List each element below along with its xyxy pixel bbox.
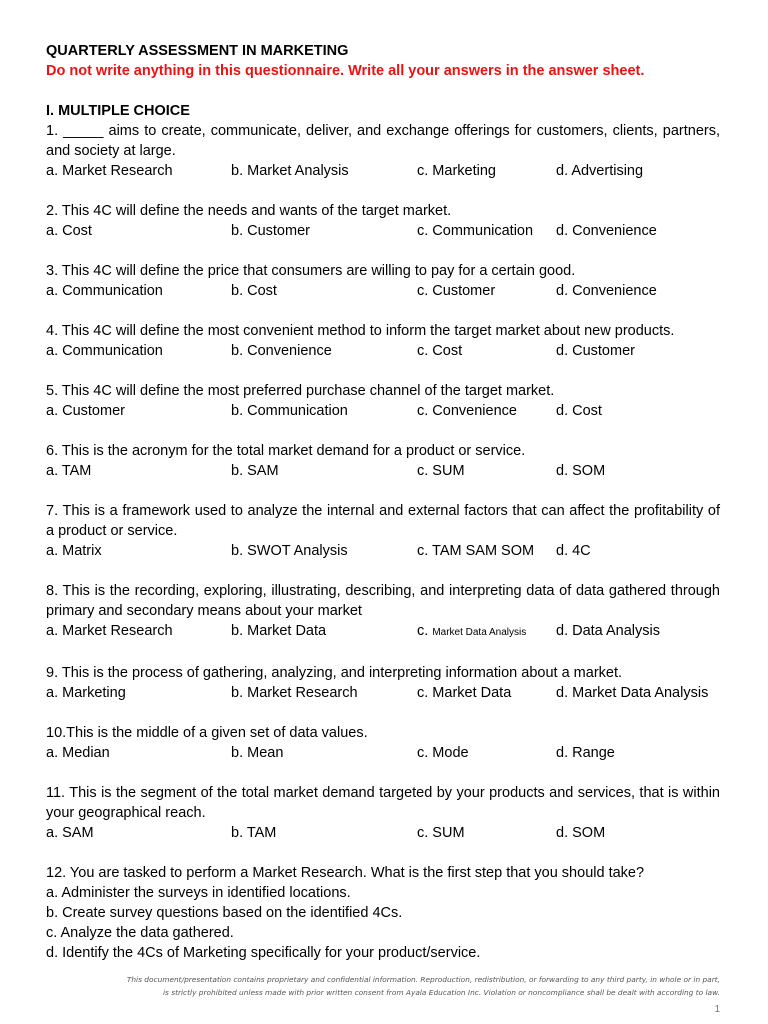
- answer-options: [46, 683, 720, 703]
- option-b: b. Communication: [231, 403, 348, 419]
- question-stem: 5. This 4C will define the most preferred purchase channel of the target market.: [46, 383, 555, 399]
- option-a: a. Median: [46, 745, 110, 761]
- option-d: d. Advertising: [556, 163, 644, 179]
- option-a: a. SAM: [46, 825, 94, 841]
- page-number: 1: [714, 1004, 720, 1015]
- option-b: b. Market Data: [231, 623, 327, 639]
- answer-options: [46, 161, 720, 181]
- option-b: b. Customer: [231, 223, 310, 239]
- option-a: a. Matrix: [46, 543, 102, 559]
- question-6: [46, 441, 720, 481]
- option-d: d. Cost: [556, 403, 602, 419]
- option-d: d. Convenience: [556, 223, 657, 239]
- option-b: b. Mean: [231, 745, 284, 761]
- section-heading: I. MULTIPLE CHOICE: [46, 103, 190, 119]
- question-3: [46, 261, 720, 301]
- option-b: b. Convenience: [231, 343, 332, 359]
- answer-options: [46, 743, 720, 763]
- option-b: b. TAM: [231, 825, 277, 841]
- answer-options: [46, 621, 720, 643]
- question-stem: 6. This is the acronym for the total market demand for a product or service.: [46, 443, 526, 459]
- option-d: d. Data Analysis: [556, 623, 660, 639]
- option-c: c. Mode: [417, 745, 469, 761]
- question-stem: 2. This 4C will define the needs and wants of the target market.: [46, 203, 452, 219]
- question-stem: 12. You are tasked to perform a Market Research. What is the first step that you should take?: [46, 865, 645, 881]
- option-b: b. Market Research: [231, 685, 358, 701]
- question-stem: 11. This is the segment of the total market demand targeted by your products and services, that is within your geographical reach.: [46, 785, 720, 821]
- option-d: d. Identify the 4Cs of Marketing specifically for your product/service.: [46, 945, 481, 961]
- option-c: c. Marketing: [417, 163, 496, 179]
- option-a: a. Marketing: [46, 685, 126, 701]
- question-8: [46, 581, 720, 643]
- option-d: d. Customer: [556, 343, 635, 359]
- option-b: b. Create survey questions based on the identified 4Cs.: [46, 905, 403, 921]
- option-a: a. TAM: [46, 463, 92, 479]
- option-d: d. SOM: [556, 463, 606, 479]
- option-a: a. Market Research: [46, 623, 173, 639]
- option-a: a. Cost: [46, 223, 92, 239]
- option-b: b. SAM: [231, 463, 279, 479]
- option-c: c. TAM SAM SOM: [417, 543, 535, 559]
- answer-options: [46, 823, 720, 843]
- notice-line-1: This document/presentation contains proprietary and confidential information. Reproduction, redistribution, or forwarding to any third party, in whole or in part,: [126, 975, 720, 984]
- option-a: a. Communication: [46, 343, 163, 359]
- option-b: b. SWOT Analysis: [231, 543, 348, 559]
- option-d: d. SOM: [556, 825, 606, 841]
- question-10: [46, 723, 720, 763]
- option-c: c. Cost: [417, 343, 463, 359]
- answer-options: [46, 541, 720, 561]
- question-stem: 7. This is a framework used to analyze the internal and external factors that can affect the profitability of a product or service.: [46, 503, 720, 539]
- question-12: [46, 863, 720, 963]
- option-a: a. Customer: [46, 403, 125, 419]
- question-stem: 9. This is the process of gathering, analyzing, and interpreting information about a market.: [46, 665, 623, 681]
- option-b: b. Cost: [231, 283, 277, 299]
- questionnaire-page: [46, 41, 720, 983]
- question-stem: 1. _____ aims to create, communicate, deliver, and exchange offerings for customers, clients, partners, and society at large.: [46, 123, 720, 159]
- answer-options: [46, 401, 720, 421]
- option-c: [417, 621, 556, 643]
- answer-options: [46, 461, 720, 481]
- option-c: c. Analyze the data gathered.: [46, 925, 234, 941]
- option-a: a. Market Research: [46, 163, 173, 179]
- question-4: [46, 321, 720, 361]
- option-c: c. Market Data: [417, 685, 512, 701]
- question-stem: 3. This 4C will define the price that consumers are willing to pay for a certain good.: [46, 263, 576, 279]
- question-5: [46, 381, 720, 421]
- option-d: d. Convenience: [556, 283, 657, 299]
- answer-options: [46, 341, 720, 361]
- option-b: b. Market Analysis: [231, 163, 349, 179]
- question-stem: 8. This is the recording, exploring, illustrating, describing, and interpreting data of data gathered through primary and secondary means about your market: [46, 583, 720, 619]
- question-7: [46, 501, 720, 561]
- option-d: d. 4C: [556, 543, 591, 559]
- option-c-small-text: Market Data Analysis: [432, 627, 527, 638]
- confidentiality-notice: [46, 973, 720, 999]
- option-c: c. Convenience: [417, 403, 517, 419]
- option-a: a. Communication: [46, 283, 163, 299]
- question-2: [46, 201, 720, 241]
- option-c: c. Communication: [417, 223, 534, 239]
- option-d: d. Range: [556, 745, 615, 761]
- option-c: c. SUM: [417, 463, 465, 479]
- answer-options: [46, 281, 720, 301]
- question-stem: 10.This is the middle of a given set of data values.: [46, 725, 368, 741]
- option-d: d. Market Data Analysis: [556, 685, 709, 701]
- question-11: [46, 783, 720, 843]
- question-1: [46, 121, 720, 181]
- instruction-warning: Do not write anything in this questionnaire. Write all your answers in the answer sheet.: [46, 63, 645, 79]
- answer-options: [46, 221, 720, 241]
- question-stem: 4. This 4C will define the most convenient method to inform the target market about new products.: [46, 323, 675, 339]
- document-title: QUARTERLY ASSESSMENT IN MARKETING: [46, 43, 349, 59]
- option-c: c. SUM: [417, 825, 465, 841]
- question-9: [46, 663, 720, 703]
- notice-line-2: is strictly prohibited unless made with prior written consent from Ayala Education Inc. Violation or noncompliance shall be dealt with according to law.: [162, 988, 720, 997]
- option-c: c. Customer: [417, 283, 496, 299]
- option-c-letter: c.: [417, 623, 429, 639]
- option-a: a. Administer the surveys in identified locations.: [46, 885, 351, 901]
